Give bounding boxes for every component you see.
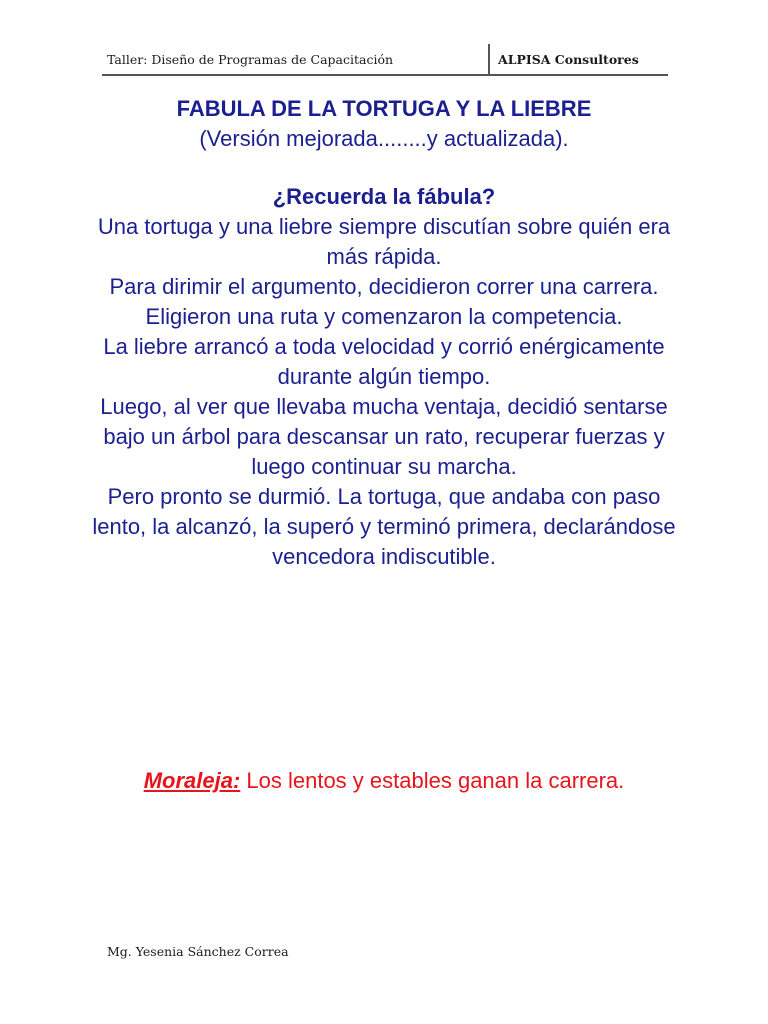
header-company-name: ALPISA Consultores: [498, 52, 639, 67]
page-footer-author: Mg. Yesenia Sánchez Correa: [107, 944, 289, 959]
document-title: FABULA DE LA TORTUGA Y LA LIEBRE: [176, 96, 592, 121]
header-rule: [102, 74, 668, 76]
moral-text: Los lentos y estables ganan la carrera.: [240, 768, 625, 793]
moral-line: [90, 766, 678, 796]
moral-label-text: Moraleja: [143, 768, 233, 793]
story-paragraph: Una tortuga y una liebre siempre discutían sobre quién era más rápida.: [97, 214, 671, 269]
document-subtitle: (Versión mejorada........y actualizada).: [199, 126, 569, 151]
story-paragraph: Eligieron una ruta y comenzaron la competencia.: [145, 304, 623, 329]
story-paragraph: Luego, al ver que llevaba mucha ventaja, decidió sentarse bajo un árbol para descansar un rato, recuperar fuerzas y luego continuar su marcha.: [100, 394, 668, 479]
page-header: [102, 44, 668, 74]
story-paragraph: La liebre arrancó a toda velocidad y corrió enérgicamente durante algún tiempo.: [103, 334, 665, 389]
moral-label-colon: :: [232, 768, 241, 793]
story-paragraph: Pero pronto se durmió. La tortuga, que andaba con paso lento, la alcanzó, la superó y terminó primera, declarándose vencedora indiscutible.: [92, 484, 676, 569]
document-body: [90, 94, 678, 572]
recall-question: ¿Recuerda la fábula?: [272, 184, 496, 209]
header-divider: [488, 44, 490, 74]
story-paragraph: Para dirimir el argumento, decidieron correr una carrera.: [109, 274, 659, 299]
header-workshop-title: Taller: Diseño de Programas de Capacitación: [107, 52, 394, 67]
moral-label: [144, 768, 241, 793]
